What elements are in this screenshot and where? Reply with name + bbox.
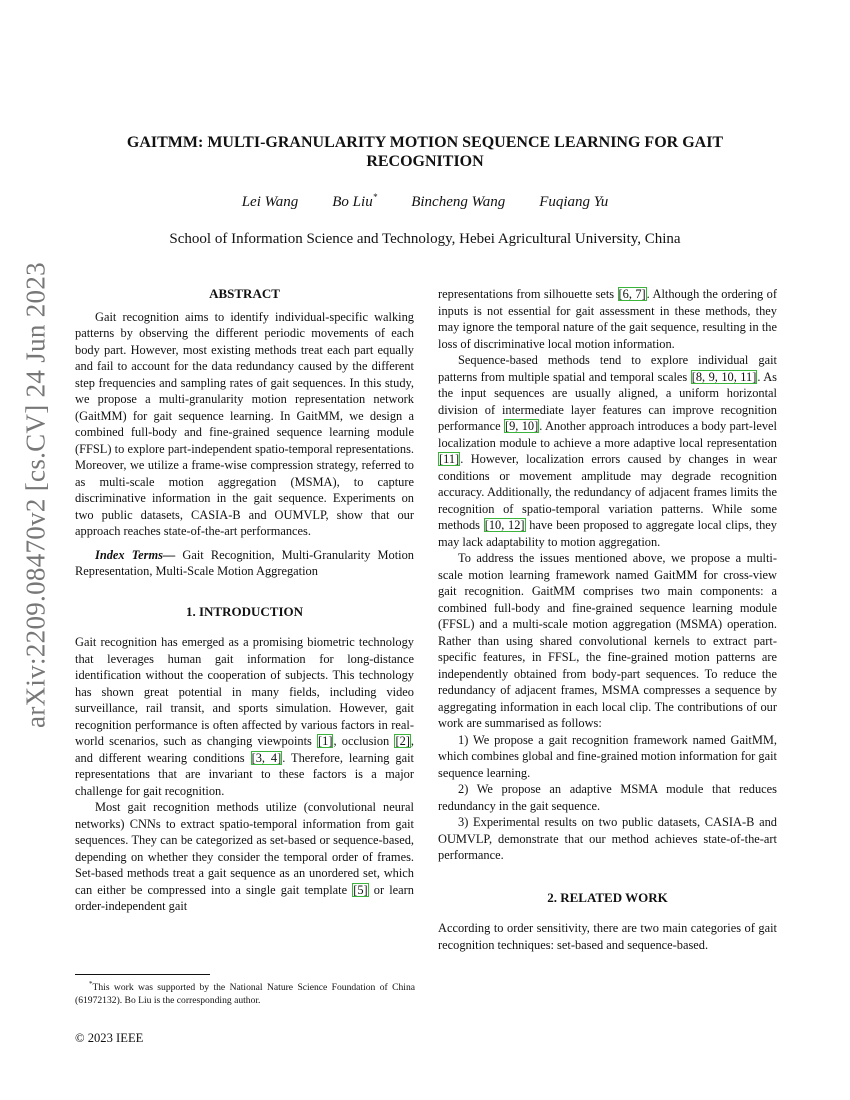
right-paragraph-1: representations from silhouette sets [6, 7]. Although the ordering of inputs is not essential for gait assessment in these methods, they may ignore the temporal nature of the gait sequence, resulting in the loss of discriminative local motion information. [438,287,777,351]
footnote: *This work was supported by the National Nature Science Foundation of China (61972132). Bo Liu is the corresponding author. [75,980,415,1006]
abstract-text: Gait recognition aims to identify individual-specific walking patterns by observing the different periodic movements of each body part. However, most existing methods treat each part equally and fail to account for the data redundancy caused by the different step frequencies and sampling rates of gait sequences. In this study, we propose a multi-granularity motion representation network (GaitMM) for gait sequence learning. In GaitMM, we design a combined full-body and fine-grained sequence learning module (FFSL) to explore part-independent spatio-temporal representations. Moreover, we utilize a frame-wise compression strategy, referred to as multi-scale motion aggregation (MSMA), to capture discriminative information in the gait sequence. Experiments on two public datasets, CASIA-B and OUMVLP, show that our approach reaches state-of-the-art performances. [75,309,414,538]
footnote-rule [75,974,210,975]
introduction-heading: 1. INTRODUCTION [185,603,303,619]
abstract-heading: ABSTRACT [209,286,280,301]
citation-link[interactable]: [3, 4] [251,750,282,765]
contribution-3: 3) Experimental results on two public datasets, CASIA-B and OUMVLP, demonstrate that our method achieves state-of-the-art performance. [438,815,777,862]
author-1: Lei Wang [241,194,299,210]
paper-title: GAITMM: MULTI-GRANULARITY MOTION SEQUENCE LEARNING FOR GAIT RECOGNITION [126,134,724,170]
copyright-notice: © 2023 IEEE [75,1031,144,1045]
citation-link[interactable]: [1] [318,734,333,748]
right-column [438,286,777,953]
citation-link[interactable]: [6, 7] [618,287,646,301]
author-3: Bincheng Wang [411,194,506,210]
citation-link[interactable]: [5] [353,882,368,897]
author-list [0,192,850,211]
author-4: Fuqiang Yu [539,194,609,210]
right-paragraph-2: Sequence-based methods tend to explore individual gait patterns from multiple spatial and temporal scales [8, 9, 10, 11]. As the input sequences are usually aligned, a uniform horizontal division of intermediate layer features can improve recognition performance [9, 10]. Another approach introduces a body part-level localization module to achieve a more adaptive local representation [11]. However, localization errors caused by changes in wear conditions or movement amplitude may degrade recognition accuracy. Additionally, the redundancy of adjacent frames limits the recognition of spatio-temporal variation patterns. While some methods [10, 12] have been proposed to aggregate local clips, they may lack adaptability to motion aggregation. [438,353,778,549]
citation-link[interactable]: [2] [395,734,410,748]
contribution-1: 1) We propose a gait recognition framework named GaitMM, which combines global and fine-grained motion information for gait sequence learning. [438,732,777,780]
arxiv-sidebar-stamp [18,262,54,728]
right-paragraph-3: To address the issues mentioned above, we propose a multi-scale motion learning framework named GaitMM for cross-view gait recognition. GaitMM comprises two main components: a combined full-body and fine-grained sequence learning module (FFSL) and a multi-scale motion aggregation (MSMA) operation. Rather than using shared convolutional kernels to extract part-specific features, in FFSL, the fine-grained motion patterns are independently obtained from body-part sequences. To reduce the redundancy of adjacent frames, MSMA compresses a sequence by aggregating information in each local clip. The contributions of our work are summarised as follows: [438,551,777,730]
intro-paragraph-1: Gait recognition has emerged as a promising biometric technology that leverages human gait information for long-distance identification without the cooperation of subjects. This technology has shown great potential in many fields, including video surveillance, rail transit, and sports simulation. However, gait recognition performance is often affected by various factors in real-world scenarios, such as changing viewpoints [1], occlusion [2], and different wearing conditions [3, 4]. Therefore, learning gait representations that are invariant to these factors is a major challenge for gait recognition. [75,635,414,798]
citation-link[interactable]: [9, 10] [504,419,539,433]
citation-link[interactable]: [10, 12] [484,518,525,532]
citation-link[interactable]: [8, 9, 10, 11] [691,369,757,384]
index-terms: Index Terms— Gait Recognition, Multi-Granularity Motion Representation, Multi-Scale Motion Aggregation [75,547,414,578]
intro-paragraph-2: Most gait recognition methods utilize (convolutional neural networks) CNNs to extract spatio-temporal information from gait sequences. They can be categorized as set-based or sequence-based, depending on whether they consider the temporal order of frames. Set-based methods treat a gait sequence as an unordered set, which can either be compressed into a single gait template [5] or learn order-independent gait [75,800,415,913]
left-column [75,286,414,915]
related-work-text: According to order sensitivity, there are two main categories of gait recognition techniques: set-based and sequence-based. [438,921,777,952]
arxiv-id: arXiv:2209.08470v2 [cs.CV] 24 Jun 2023 [20,262,51,728]
author-2: Bo Liu* [332,192,378,210]
contribution-2: 2) We propose an adaptive MSMA module that reduces redundancy in the gait sequence. [438,782,777,813]
citation-link[interactable]: [11] [439,452,460,466]
affiliation: School of Information Science and Technology, Hebei Agricultural University, China [169,231,681,247]
related-work-heading: 2. RELATED WORK [547,889,668,905]
